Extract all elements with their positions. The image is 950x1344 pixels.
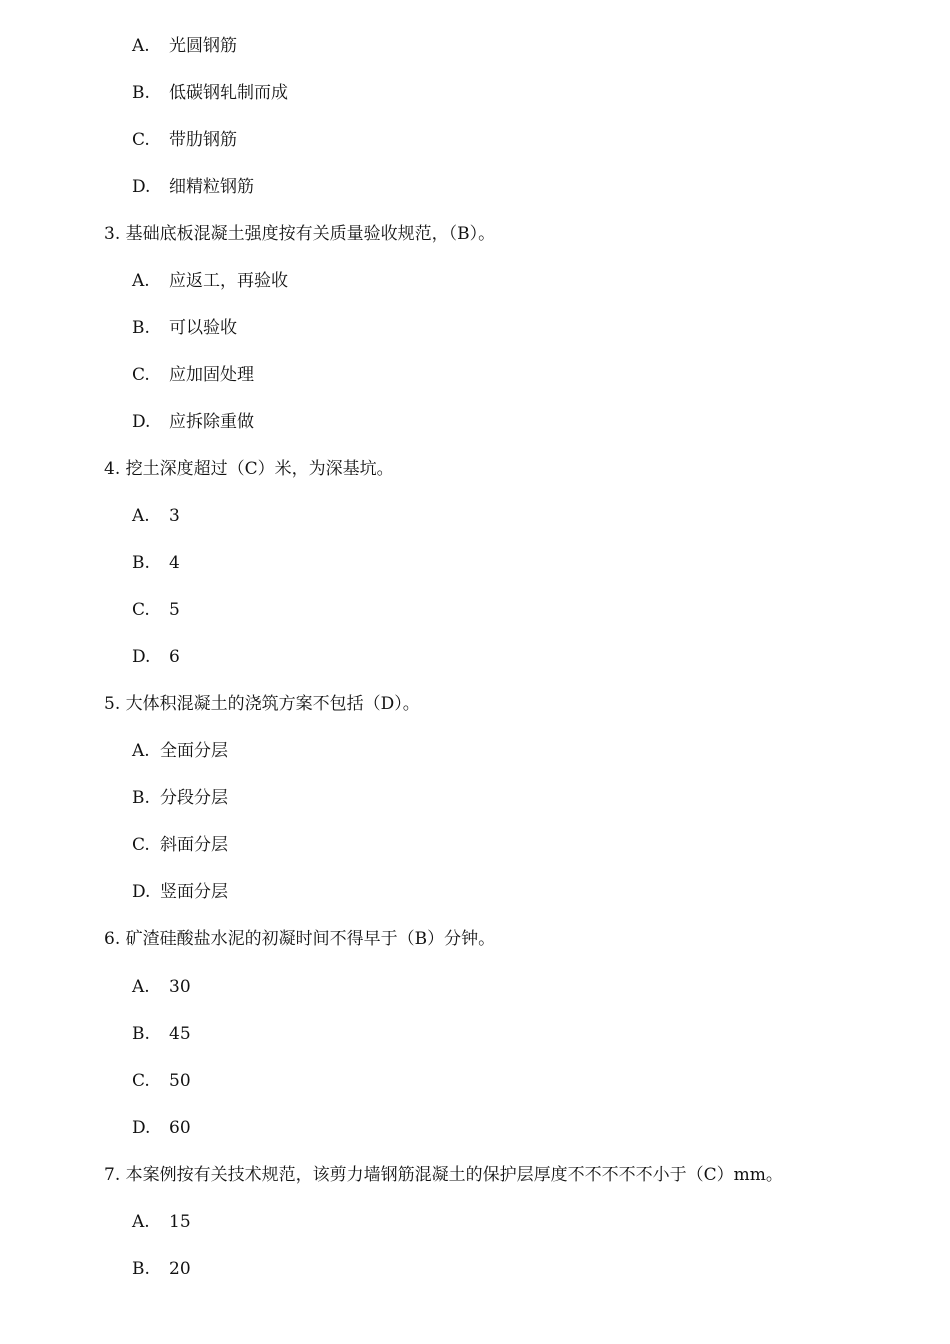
question-number: 5. (104, 694, 121, 714)
question-text: 基础底板混凝土强度按有关质量验收规范，（B）。 (125, 224, 496, 244)
option-label: A. (132, 977, 150, 997)
option-label: A. (132, 741, 150, 761)
q5-option-b (132, 786, 228, 810)
option-text: 3 (169, 506, 180, 526)
option-label: C. (132, 365, 150, 385)
q5-option-d (132, 880, 228, 904)
option-text: 低碳钢轧制而成 (169, 83, 288, 103)
option-text: 全面分层 (160, 741, 228, 761)
option-text: 竖面分层 (160, 882, 228, 902)
q7-option-b (132, 1257, 191, 1281)
question-number: 7. (104, 1165, 121, 1185)
option-text: 30 (169, 977, 191, 997)
option-text: 60 (169, 1118, 191, 1138)
q6-option-c (132, 1069, 191, 1093)
option-label: D. (132, 882, 151, 902)
option-label: C. (132, 1071, 150, 1091)
option-label: D. (132, 647, 151, 667)
option-text: 应加固处理 (169, 365, 254, 385)
option-label: A. (132, 506, 150, 526)
question-text: 本案例按有关技术规范，该剪力墙钢筋混凝土的保护层厚度不不不不不小于（C）mm。 (125, 1165, 783, 1185)
question-text: 矿渣硅酸盐水泥的初凝时间不得早于（B）分钟。 (125, 929, 496, 949)
q6-option-a (132, 975, 191, 999)
q3-option-b (132, 316, 237, 340)
question-3 (104, 222, 495, 246)
option-text: 20 (169, 1259, 191, 1279)
question-text: 挖土深度超过（C）米，为深基坑。 (125, 459, 394, 479)
option-text: 细精粒钢筋 (169, 177, 254, 197)
option-label: C. (132, 835, 150, 855)
option-label: C. (132, 600, 150, 620)
option-label: A. (132, 1212, 150, 1232)
question-number: 4. (104, 459, 121, 479)
q2-option-b (132, 81, 288, 105)
q2-option-a (132, 34, 237, 58)
option-label: D. (132, 177, 151, 197)
question-4 (104, 457, 394, 481)
q5-option-a (132, 739, 228, 763)
option-text: 6 (169, 647, 180, 667)
q6-option-b (132, 1022, 191, 1046)
option-text: 4 (169, 553, 180, 573)
option-text: 带肋钢筋 (169, 130, 237, 150)
option-label: B. (132, 1024, 150, 1044)
q2-option-c (132, 128, 237, 152)
question-number: 3. (104, 224, 121, 244)
option-label: B. (132, 318, 150, 338)
option-text: 光圆钢筋 (169, 36, 237, 56)
q3-option-a (132, 269, 288, 293)
option-label: D. (132, 412, 151, 432)
option-text: 45 (169, 1024, 191, 1044)
option-label: B. (132, 788, 150, 808)
option-text: 应拆除重做 (169, 412, 254, 432)
q4-option-b (132, 551, 180, 575)
option-label: C. (132, 130, 150, 150)
option-label: D. (132, 1118, 151, 1138)
q6-option-d (132, 1116, 191, 1140)
option-text: 5 (169, 600, 180, 620)
q5-option-c (132, 833, 228, 857)
q7-option-a (132, 1210, 191, 1234)
question-text: 大体积混凝土的浇筑方案不包括（D）。 (125, 694, 420, 714)
q3-option-c (132, 363, 254, 387)
q3-option-d (132, 410, 254, 434)
question-6 (104, 927, 495, 951)
q4-option-a (132, 504, 180, 528)
option-text: 应返工，再验收 (169, 271, 288, 291)
option-text: 可以验收 (169, 318, 237, 338)
option-label: B. (132, 553, 150, 573)
question-5 (104, 692, 420, 716)
question-number: 6. (104, 929, 121, 949)
option-text: 分段分层 (160, 788, 228, 808)
option-label: B. (132, 1259, 150, 1279)
option-text: 斜面分层 (160, 835, 228, 855)
option-label: A. (132, 36, 150, 56)
option-label: B. (132, 83, 150, 103)
question-7 (104, 1163, 783, 1187)
option-text: 50 (169, 1071, 191, 1091)
option-text: 15 (169, 1212, 191, 1232)
option-label: A. (132, 271, 150, 291)
q4-option-c (132, 598, 180, 622)
q2-option-d (132, 175, 254, 199)
q4-option-d (132, 645, 180, 669)
